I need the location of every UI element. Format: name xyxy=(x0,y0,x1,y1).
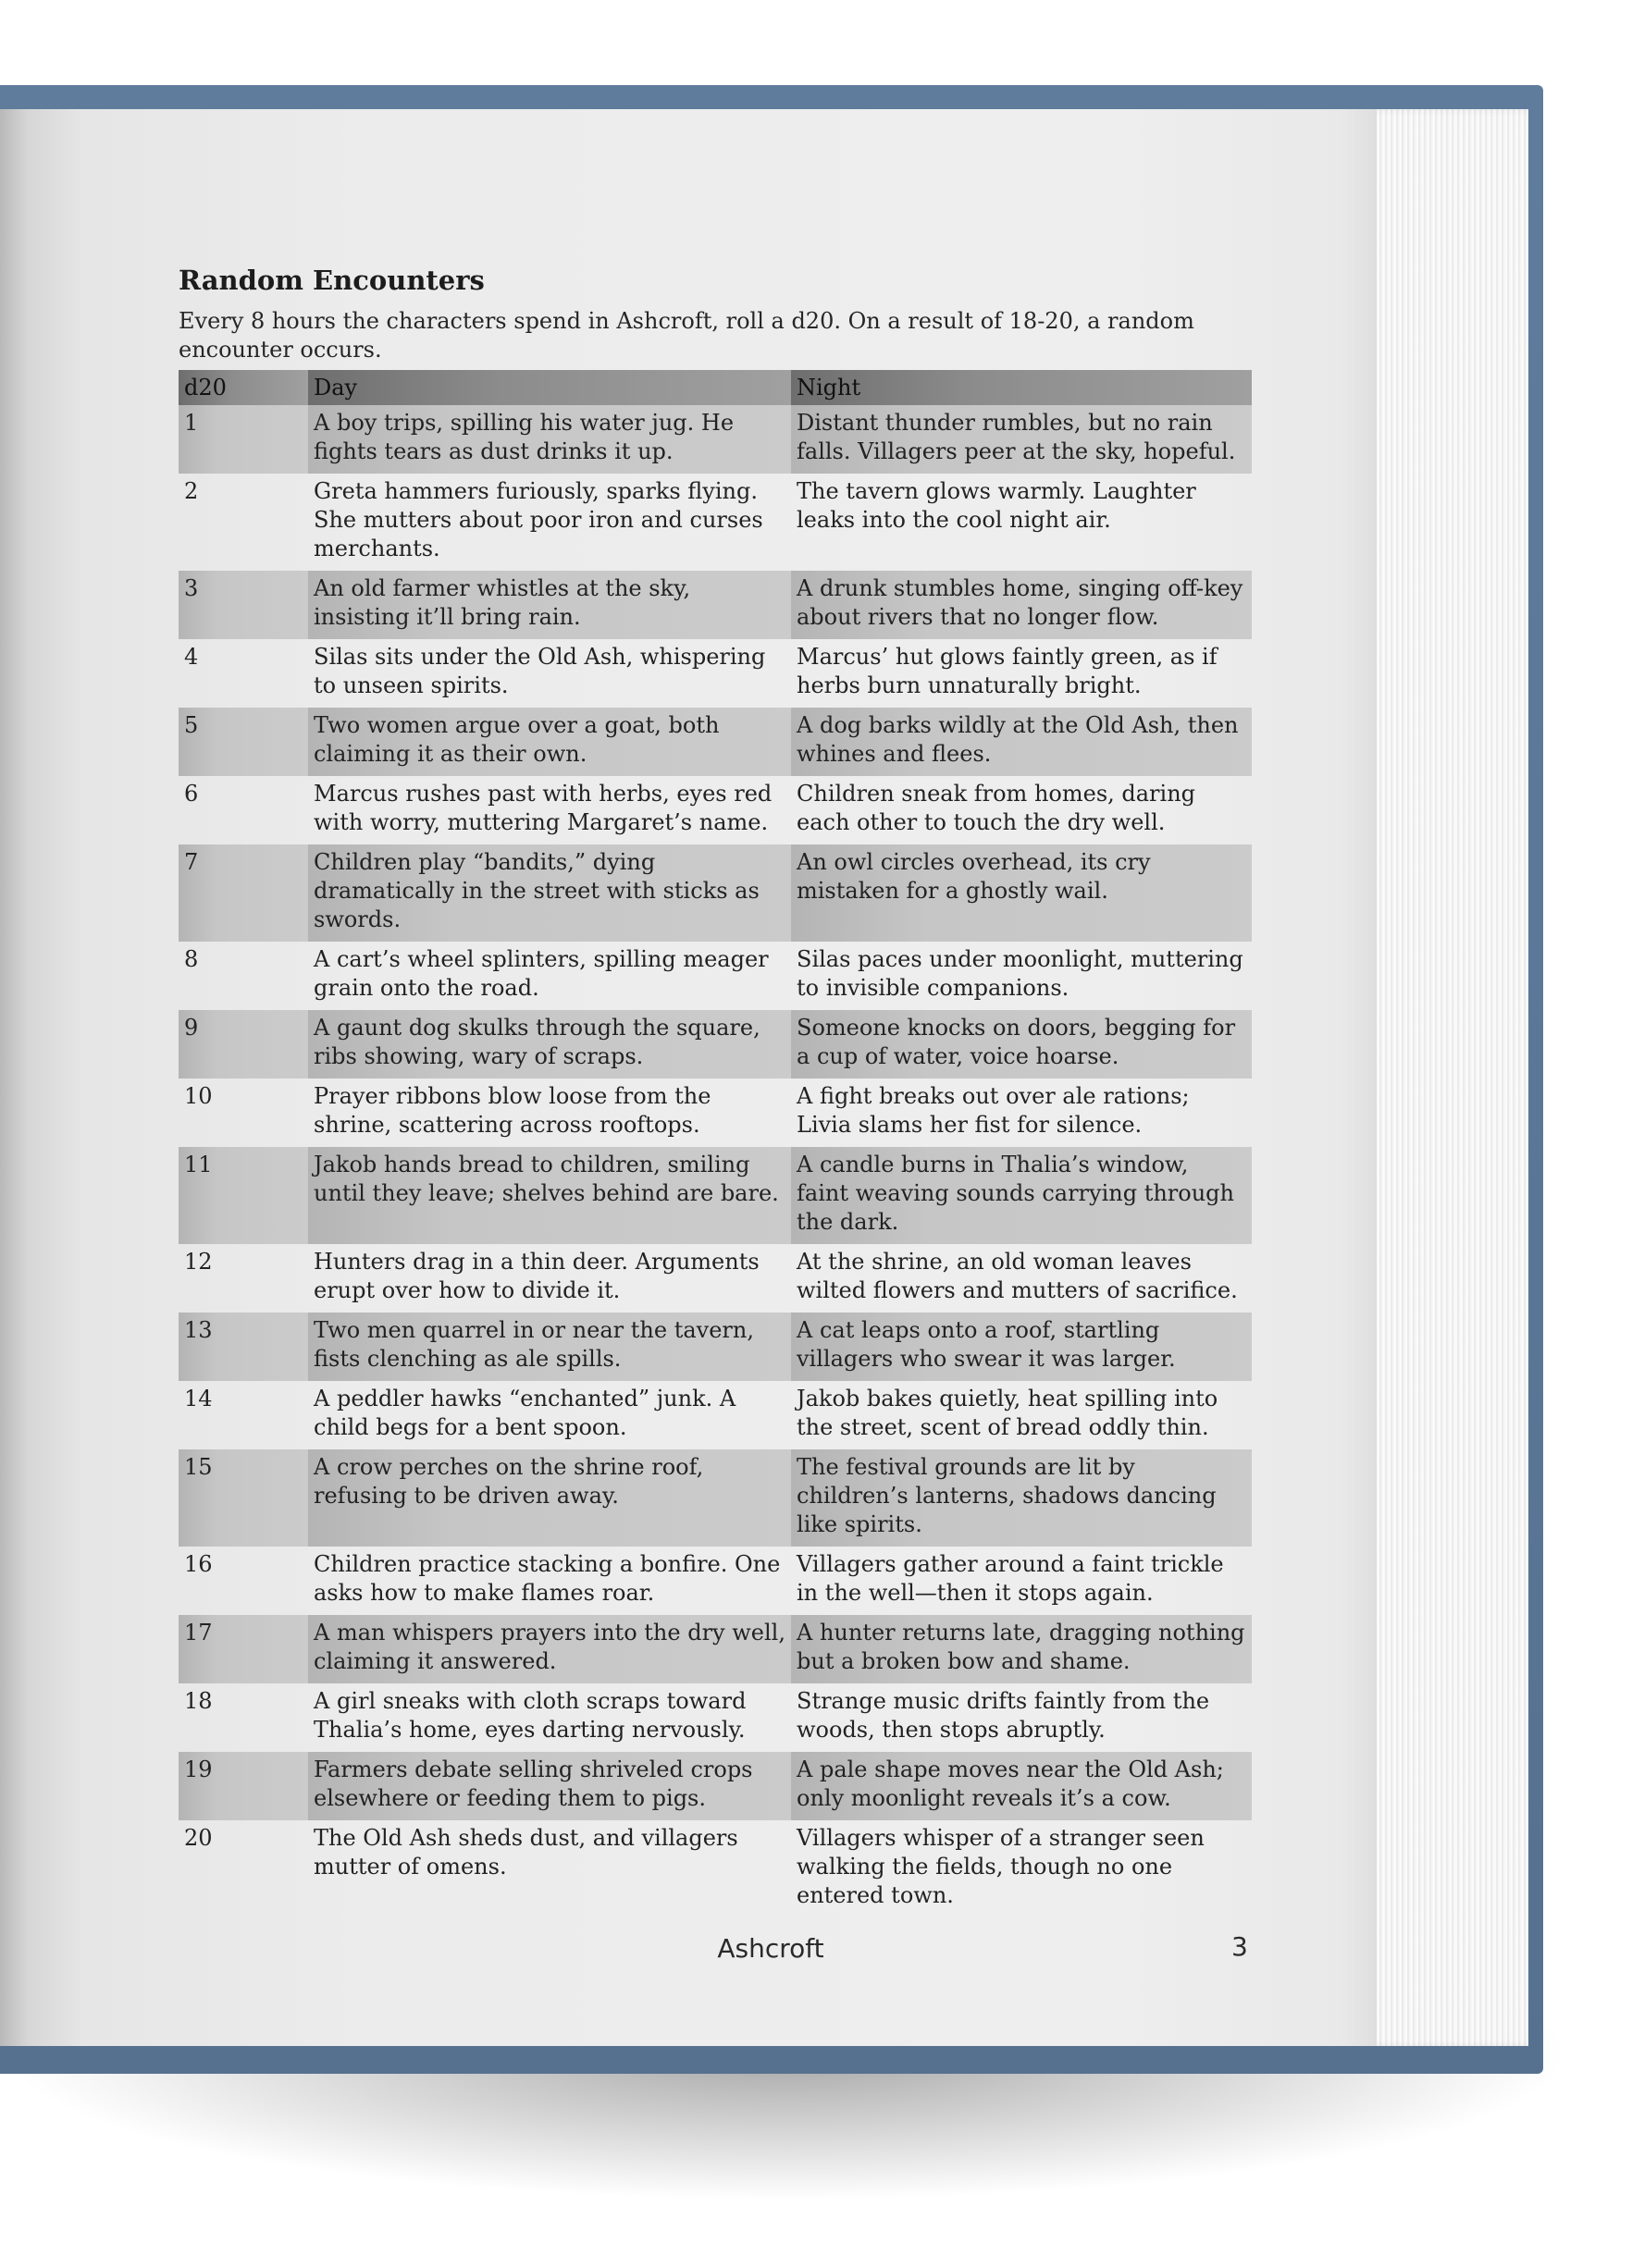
night-cell: A dog barks wildly at the Old Ash, then whines and flees. xyxy=(791,708,1252,776)
day-cell: A cart’s wheel splinters, spilling meager grain onto the road. xyxy=(314,946,769,1001)
table-row xyxy=(179,1547,1252,1615)
table-row xyxy=(179,1381,1252,1449)
night-cell: A hunter returns late, dragging nothing but a broken bow and shame. xyxy=(791,1615,1252,1683)
day-cell: Jakob hands bread to children, smiling until they leave; shelves behind are bare. xyxy=(308,1147,791,1244)
night-cell: The festival grounds are lit by children’s lanterns, shadows dancing like spirits. xyxy=(791,1449,1252,1547)
roll-cell: 20 xyxy=(184,1825,213,1851)
day-cell: The Old Ash sheds dust, and villagers mutter of omens. xyxy=(314,1825,738,1880)
section-heading: Random Encounters xyxy=(179,265,485,296)
night-cell: An owl circles overhead, its cry mistaken for a ghostly wail. xyxy=(791,844,1252,942)
day-cell: Two men quarrel in or near the tavern, fists clenching as ale spills. xyxy=(308,1313,791,1381)
roll-cell: 9 xyxy=(179,1010,308,1079)
night-cell: Villagers gather around a faint trickle in the well—then it stops again. xyxy=(797,1551,1224,1606)
intro-paragraph: Every 8 hours the characters spend in Ashcroft, roll a d20. On a result of 18-20, a random encounter occurs. xyxy=(179,308,1194,363)
night-cell: Distant thunder rumbles, but no rain falls. Villagers peer at the sky, hopeful. xyxy=(791,405,1252,474)
table-row xyxy=(179,474,1252,571)
roll-cell: 13 xyxy=(179,1313,308,1381)
roll-cell: 12 xyxy=(184,1249,213,1275)
night-cell: Marcus’ hut glows faintly green, as if herbs burn unnaturally bright. xyxy=(797,644,1218,698)
night-cell: Someone knocks on doors, begging for a cup of water, voice hoarse. xyxy=(791,1010,1252,1079)
roll-cell: 14 xyxy=(184,1386,213,1411)
day-cell: Prayer ribbons blow loose from the shrine, scattering across rooftops. xyxy=(314,1083,711,1138)
table-row xyxy=(179,1079,1252,1147)
night-cell: A fight breaks out over ale rations; Livia slams her fist for silence. xyxy=(797,1083,1190,1138)
roll-cell: 16 xyxy=(184,1551,213,1577)
table-row xyxy=(179,1615,1252,1683)
day-cell: A gaunt dog skulks through the square, ribs showing, wary of scraps. xyxy=(308,1010,791,1079)
roll-cell: 11 xyxy=(179,1147,308,1244)
day-cell: Hunters drag in a thin deer. Arguments erupt over how to divide it. xyxy=(314,1249,760,1303)
roll-cell: 1 xyxy=(179,405,308,474)
roll-cell: 17 xyxy=(179,1615,308,1683)
header-day: Day xyxy=(308,370,791,405)
header-night: Night xyxy=(791,370,1252,405)
day-cell: A peddler hawks “enchanted” junk. A child begs for a bent spoon. xyxy=(314,1386,736,1440)
table-row xyxy=(179,844,1252,942)
table-row xyxy=(179,1820,1252,1917)
day-cell: Silas sits under the Old Ash, whispering to unseen spirits. xyxy=(314,644,766,698)
roll-cell: 6 xyxy=(184,781,199,807)
day-cell: Two women argue over a goat, both claiming it as their own. xyxy=(308,708,791,776)
day-cell: Farmers debate selling shriveled crops elsewhere or feeding them to pigs. xyxy=(308,1752,791,1820)
table-row xyxy=(179,1244,1252,1313)
table-row xyxy=(179,639,1252,708)
day-cell: A crow perches on the shrine roof, refusing to be driven away. xyxy=(308,1449,791,1547)
night-cell: Jakob bakes quietly, heat spilling into the street, scent of bread oddly thin. xyxy=(797,1386,1218,1440)
page-number: 3 xyxy=(1231,1931,1248,1962)
roll-cell: 10 xyxy=(184,1083,213,1109)
table-header-row xyxy=(179,370,1252,405)
table-row xyxy=(179,571,1252,639)
night-cell: Strange music drifts faintly from the woods, then stops abruptly. xyxy=(797,1688,1210,1743)
night-cell: A candle burns in Thalia’s window, faint weaving sounds carrying through the dark. xyxy=(791,1147,1252,1244)
roll-cell: 4 xyxy=(184,644,199,670)
roll-cell: 18 xyxy=(184,1688,213,1714)
table-row xyxy=(179,1147,1252,1244)
page-edges xyxy=(1360,109,1528,2046)
roll-cell: 2 xyxy=(184,478,199,504)
night-cell: Children sneak from homes, daring each other to touch the dry well. xyxy=(797,781,1196,835)
night-cell: A drunk stumbles home, singing off-key about rivers that no longer flow. xyxy=(791,571,1252,639)
day-cell: Marcus rushes past with herbs, eyes red with worry, muttering Margaret’s name. xyxy=(314,781,773,835)
night-cell: Silas paces under moonlight, muttering to invisible companions. xyxy=(797,946,1243,1001)
roll-cell: 15 xyxy=(179,1449,308,1547)
table-row xyxy=(179,776,1252,844)
roll-cell: 8 xyxy=(184,946,199,972)
day-cell: Children practice stacking a bonfire. One asks how to make flames roar. xyxy=(314,1551,781,1606)
footer-title: Ashcroft xyxy=(717,1933,824,1964)
night-cell: At the shrine, an old woman leaves wilted flowers and mutters of sacrifice. xyxy=(797,1249,1238,1303)
night-cell: Villagers whisper of a stranger seen walking the fields, though no one entered town. xyxy=(797,1825,1205,1908)
night-cell: The tavern glows warmly. Laughter leaks into the cool night air. xyxy=(797,478,1196,533)
table-row xyxy=(179,1752,1252,1820)
night-cell: A pale shape moves near the Old Ash; only moonlight reveals it’s a cow. xyxy=(791,1752,1252,1820)
roll-cell: 5 xyxy=(179,708,308,776)
table-row xyxy=(179,708,1252,776)
day-cell: An old farmer whistles at the sky, insisting it’ll bring rain. xyxy=(308,571,791,639)
table-row xyxy=(179,405,1252,474)
table-row xyxy=(179,1313,1252,1381)
table-row xyxy=(179,1010,1252,1079)
roll-cell: 3 xyxy=(179,571,308,639)
day-cell: A man whispers prayers into the dry well, claiming it answered. xyxy=(308,1615,791,1683)
table-row xyxy=(179,942,1252,1010)
day-cell: Greta hammers furiously, sparks flying. She mutters about poor iron and curses merchants. xyxy=(314,478,763,561)
encounter-table xyxy=(179,370,1252,1917)
day-cell: A boy trips, spilling his water jug. He fights tears as dust drinks it up. xyxy=(308,405,791,474)
roll-cell: 19 xyxy=(179,1752,308,1820)
night-cell: A cat leaps onto a roof, startling villagers who swear it was larger. xyxy=(791,1313,1252,1381)
header-d20: d20 xyxy=(179,370,308,405)
roll-cell: 7 xyxy=(179,844,308,942)
book-page xyxy=(0,109,1377,2046)
table-row xyxy=(179,1449,1252,1547)
day-cell: A girl sneaks with cloth scraps toward Thalia’s home, eyes darting nervously. xyxy=(314,1688,747,1743)
day-cell: Children play “bandits,” dying dramatically in the street with sticks as swords. xyxy=(308,844,791,942)
table-row xyxy=(179,1683,1252,1752)
